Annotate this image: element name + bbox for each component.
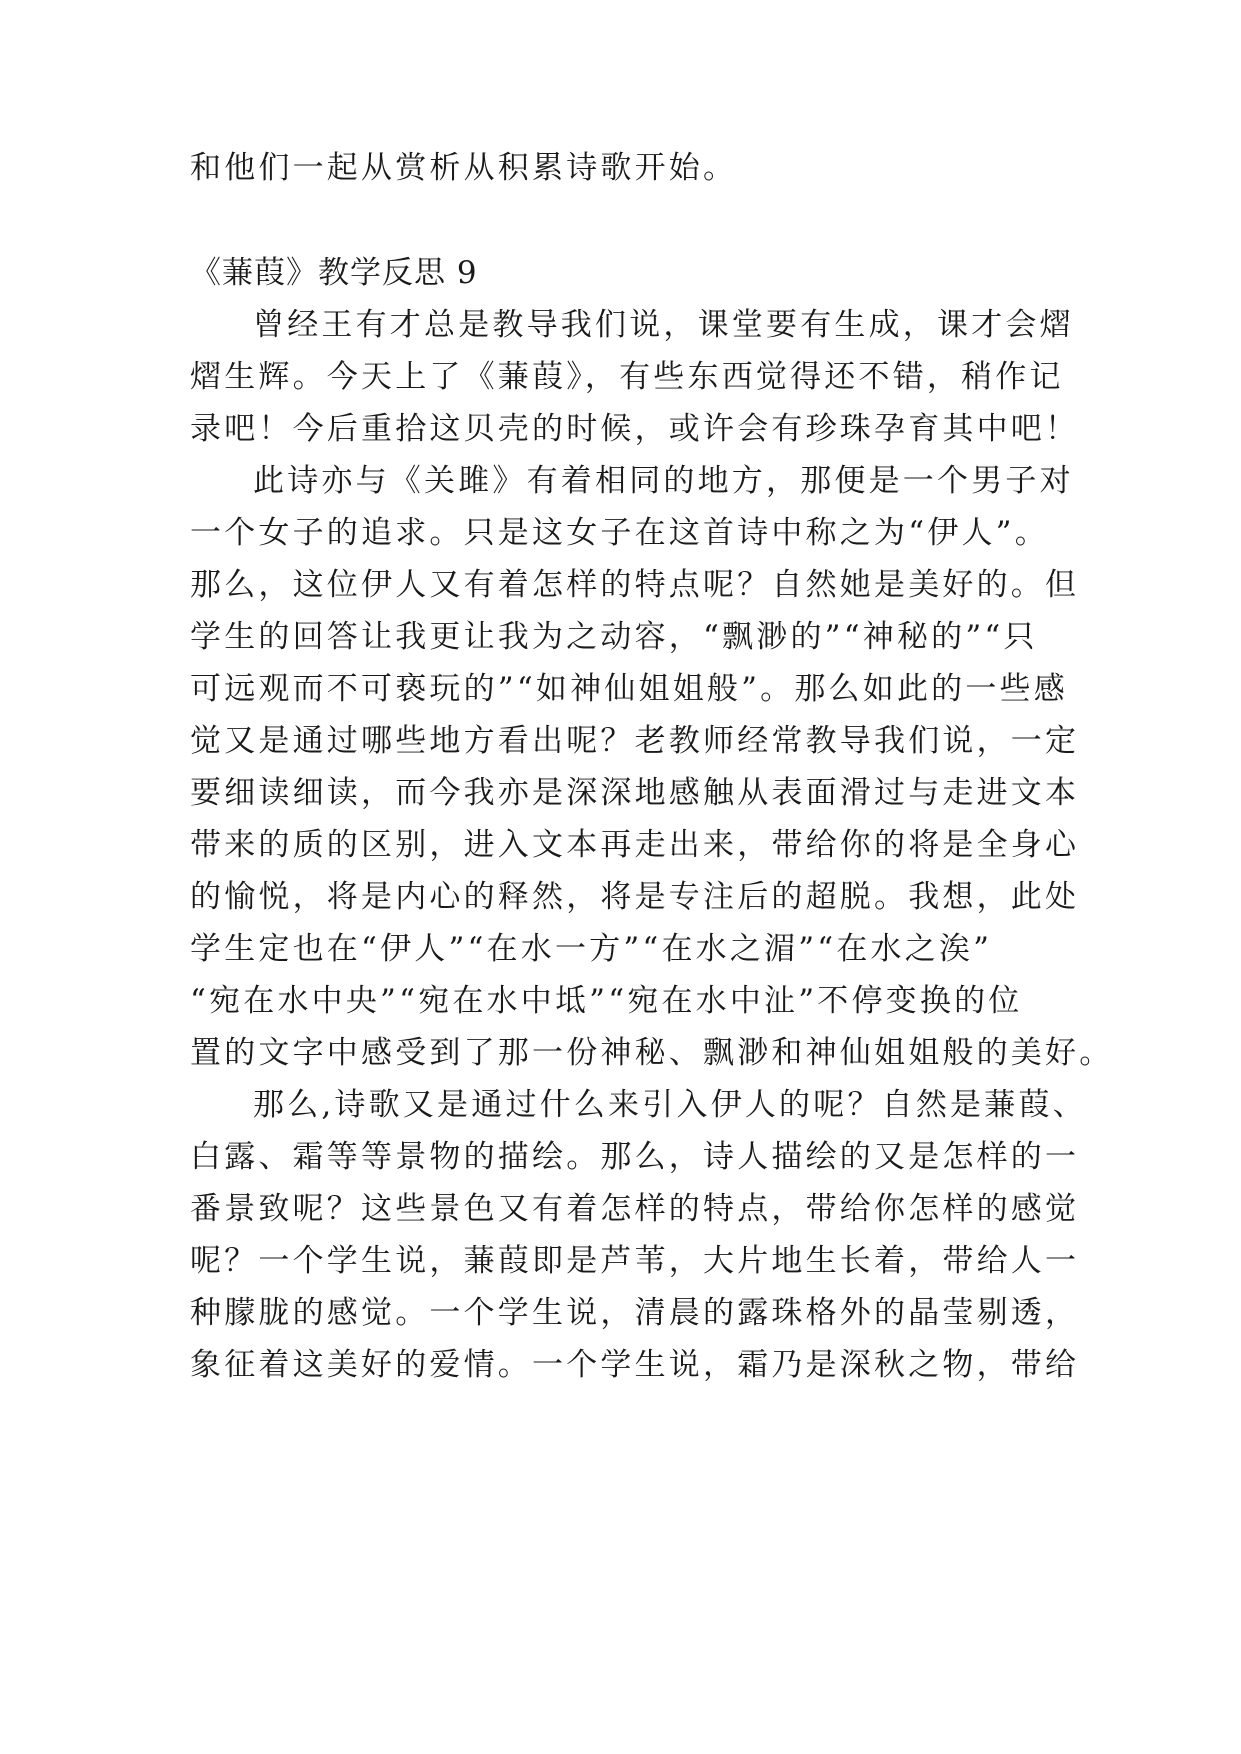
section-heading: 《蒹葭》教学反思 9	[190, 255, 478, 291]
paragraph-line: 象征着这美好的爱情。一个学生说，霜乃是深秋之物，带给	[190, 1347, 1080, 1383]
paragraph-line: 的愉悦，将是内心的释然，将是专注后的超脱。我想，此处	[190, 879, 1080, 915]
paragraph-line: 白露、霜等等景物的描绘。那么，诗人描绘的又是怎样的一	[190, 1139, 1080, 1175]
paragraph-line: 可远观而不可亵玩的”“如神仙姐姐般”。那么如此的一些感	[190, 671, 1068, 707]
paragraph-line: 觉又是通过哪些地方看出呢？老教师经常教导我们说，一定	[190, 723, 1080, 759]
paragraph-line: 要细读细读，而今我亦是深深地感触从表面滑过与走进文本	[190, 775, 1080, 811]
paragraph-line: 那么,诗歌又是通过什么来引入伊人的呢？自然是蒹葭、	[253, 1087, 1087, 1123]
paragraph-line: 呢？一个学生说，蒹葭即是芦苇，大片地生长着，带给人一	[190, 1243, 1080, 1279]
paragraph-line: 置的文字中感受到了那一份神秘、飘渺和神仙姐姐般的美好。	[190, 1035, 1114, 1071]
paragraph-line: 学生定也在“伊人”“在水一方”“在水之湄”“在水之涘”	[190, 931, 993, 967]
paragraph-line: 熠生辉。今天上了《蒹葭》，有些东西觉得还不错，稍作记	[190, 359, 1064, 395]
paragraph-line: 和他们一起从赏析从积累诗歌开始。	[190, 150, 738, 186]
paragraph-line: 一个女子的追求。只是这女子在这首诗中称之为“伊人”。	[190, 515, 1049, 551]
paragraph-line: 曾经王有才总是教导我们说，课堂要有生成，课才会熠	[253, 307, 1074, 343]
paragraph-line: 录吧！今后重拾这贝壳的时候，或许会有珍珠孕育其中吧！	[190, 411, 1080, 447]
paragraph-line: 此诗亦与《关雎》有着相同的地方，那便是一个男子对	[253, 463, 1074, 499]
paragraph-line: 学生的回答让我更让我为之动容，“飘渺的”“神秘的”“只	[190, 619, 1038, 655]
paragraph-line: 那么，这位伊人又有着怎样的特点呢？自然她是美好的。但	[190, 567, 1080, 603]
paragraph-line: 带来的质的区别，进入文本再走出来，带给你的将是全身心	[190, 827, 1080, 863]
paragraph-line: “宛在水中央”“宛在水中坻”“宛在水中沚”不停变换的位	[190, 983, 1023, 1019]
paragraph-line: 番景致呢？这些景色又有着怎样的特点，带给你怎样的感觉	[190, 1191, 1080, 1227]
paragraph-line: 种朦胧的感觉。一个学生说，清晨的露珠格外的晶莹剔透，	[190, 1295, 1080, 1331]
